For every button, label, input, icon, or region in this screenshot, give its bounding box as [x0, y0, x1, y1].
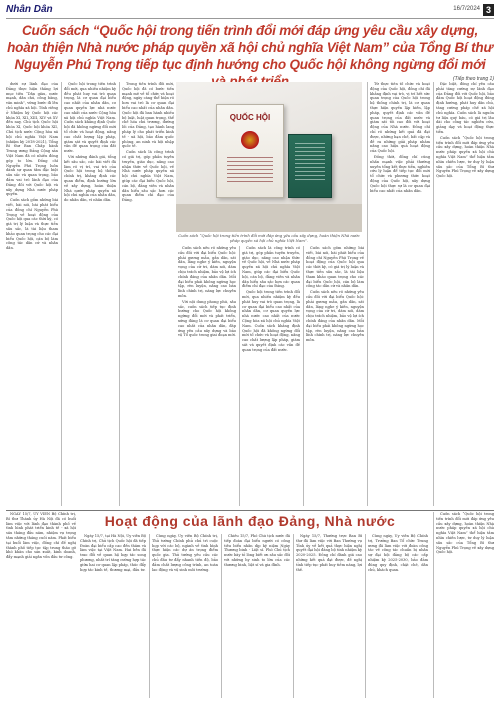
- column-divider: [221, 534, 222, 698]
- bottom-column-2: [80, 534, 146, 698]
- bottom-column-4: [224, 534, 290, 698]
- page-number: 3: [483, 4, 494, 16]
- continued-note: (Tiếp theo trang 1): [452, 76, 494, 82]
- bottom-article-title: Hoạt động của lãnh đạo Đảng, Nhà nước: [104, 513, 396, 529]
- bottom-column-1: [6, 512, 76, 698]
- article-paragraph: Đồng thời, đồng chí cũng nhấn mạnh việc phải thường xuyên tổng kết thực tiễn, nghiên cứu lý luận để tiếp tục đổi mới tổ chức và phương thức hoạt động của Quốc hội, xây dựng Quốc hội thực sự là cơ quan đại biểu cao nhất của nhân dân.: [370, 154, 430, 193]
- book-cover-text-lines: [227, 157, 273, 183]
- masthead-date: 16/7/2024: [453, 6, 480, 12]
- article-column-3: [122, 82, 174, 506]
- article-paragraph: Chiều 15/7, Phó Chủ tịch nước đã tiếp đoàn đại biểu người có công tiêu biểu nhân dịp kỷ niệm Ngày Thương binh - Liệt sĩ. Phó Chủ tịch nước bày tỏ lòng biết ơn sâu sắc đối với những hy sinh to lớn của các thương binh, liệt sĩ và gia đình.: [224, 534, 290, 567]
- column-divider: [365, 534, 366, 698]
- article-paragraph: Cuốn sách gồm những bài viết, bài nói, bài phát biểu của đồng chí Nguyễn Phú Trọng về hoạt động của Quốc hội qua các thời kỳ, có giá trị lý luận và thực tiễn sâu sắc, là tài liệu tham khảo quan trọng cho các đại biểu Quốc hội, cán bộ làm công tác dân cử và nhân dân.: [306, 246, 364, 289]
- masthead-brand: Nhân Dân: [6, 4, 53, 15]
- article-paragraph: Từ thực tiễn tổ chức và hoạt động của Quốc hội, đồng chí đã khẳng định vai trò, vị trí hết sức quan trọng của Quốc hội trong hệ thống chính trị, là cơ quan thực hiện quyền lập hiến, lập pháp, quyết định các vấn đề quan trọng của đất nước và giám sát tối cao đối với hoạt động của Nhà nước. Đồng chí chỉ rõ những kết quả đã đạt được, những hạn chế, bất cập và đề ra những giải pháp nhằm nâng cao hiệu quả hoạt động của Quốc hội.: [370, 82, 430, 154]
- article-paragraph: Đặc biệt, đồng chí yêu cầu phải tăng cường sự lãnh đạo của Đảng đối với Quốc hội, bảo đảm Quốc hội hoạt động đúng định hướng, phát huy dân chủ, tăng cường pháp chế xã hội chủ nghĩa. Cuốn sách là nguồn tư liệu quý báu, có giá trị lâu dài cho công tác nghiên cứu, giảng dạy và hoạt động thực tiễn.: [436, 82, 494, 134]
- article-column-6: [436, 82, 494, 506]
- column-divider: [433, 512, 434, 698]
- column-divider: [61, 82, 62, 506]
- bottom-column-5: [296, 534, 362, 698]
- photo-shelf: [176, 204, 362, 232]
- article-paragraph: NGÀY 15/7, ỦY VIÊN Bộ Chính trị, Bí thư Thành ủy Hà Nội đã có buổi làm việc với lãnh đạo thành phố về tình hình phát triển kinh tế - xã hội sáu tháng đầu năm, nhiệm vụ trọng tâm những tháng cuối năm. Phát biểu tại buổi làm việc, đồng chí đề nghị thành phố tiếp tục tập trung tháo gỡ khó khăn cho sản xuất, kinh doanh, đẩy mạnh giải ngân vốn đầu tư công.: [6, 512, 76, 560]
- book-photo: [176, 82, 362, 232]
- article-column-2: [64, 82, 116, 506]
- column-divider: [119, 82, 120, 506]
- article-paragraph: Cuốn sách nêu rõ những yêu cầu đối với đại biểu Quốc hội: phải gương mẫu, gần dân, sát dân, lắng nghe ý kiến, nguyện vọng của cử tri, dám nói, dám chịu trách nhiệm, bảo vệ lợi ích chính đáng của nhân dân. Mỗi đại biểu phải không ngừng học tập, rèn luyện, nâng cao bản lĩnh chính trị, năng lực chuyên môn.: [306, 290, 364, 343]
- photo-caption: Cuốn sách “Quốc hội trong tiến trình đổi mới đáp ứng yêu cầu xây dựng, hoàn thiện Nhà nước pháp quyền xã hội chủ nghĩa Việt Nam”.: [178, 233, 360, 243]
- article-paragraph: Cuốn sách là công trình có giá trị, góp phần tuyên truyền, giáo dục, nâng cao nhận thức về Quốc hội, về Nhà nước pháp quyền xã hội chủ nghĩa Việt Nam, giúp các đại biểu Quốc hội, cán bộ, đảng viên và nhân dân hiểu sâu sắc hơn các quan điểm chỉ đạo của Đảng.: [242, 246, 300, 289]
- article-paragraph: Cuốn sách “Quốc hội trong tiến trình đổi mới đáp ứng yêu cầu xây dựng, hoàn thiện Nhà nước pháp quyền xã hội chủ nghĩa Việt Nam” thể hiện tầm nhìn chiến lược, tư duy lý luận sâu sắc của Tổng Bí thư Nguyễn Phú Trọng về xây dựng Quốc hội.: [436, 135, 494, 179]
- article-paragraph: Quốc hội trong tiến trình đổi mới, qua nhiều nhiệm kỳ đều phát huy vai trò quan trọng, là cơ quan đại biểu cao nhất của nhân dân, cơ quan quyền lực nhà nước cao nhất của nước Cộng hòa xã hội chủ nghĩa Việt Nam. Cuốn sách khẳng định Quốc hội đã không ngừng đổi mới tổ chức và hoạt động, nâng cao chất lượng lập pháp, giám sát và quyết định các vấn đề quan trọng của đất nước.: [64, 82, 116, 154]
- article-paragraph: Cuốn sách gồm những bài viết, bài nói, bài phát biểu của đồng chí Nguyễn Phú Trọng về hoạt động của Quốc hội qua các thời kỳ, có giá trị lý luận và thực tiễn sâu sắc, là tài liệu tham khảo quan trọng cho các đại biểu Quốc hội, cán bộ làm công tác dân cử và nhân dân.: [6, 198, 58, 251]
- article-column-5: [370, 82, 430, 506]
- article-paragraph: Cùng ngày, Ủy viên Bộ Chính trị, Trưởng Ban Tổ chức Trung ương đã làm việc với đoàn công tác về công tác chuẩn bị nhân sự đại hội đảng bộ các cấp nhiệm kỳ 2025-2030, bảo đảm đúng quy định, chặt chẽ, dân chủ, khách quan.: [368, 534, 428, 572]
- column-divider: [303, 246, 304, 506]
- article-paragraph: Với nội dung phong phú, sâu sắc, cuốn sách tiếp tục định hướng cho Quốc hội không ngừng đổi mới và phát triển, xứng đáng là cơ quan đại biểu cao nhất của nhân dân, đáp ứng yêu cầu xây dựng và bảo vệ Tổ quốc trong giai đoạn mới.: [178, 299, 236, 338]
- book-cover-title: QUỐC HỘI: [229, 113, 271, 122]
- article-paragraph: Cuốn sách nêu rõ những yêu cầu đối với đại biểu Quốc hội: phải gương mẫu, gần dân, sát dân, lắng nghe ý kiến, nguyện vọng của cử tri, dám nói, dám chịu trách nhiệm, bảo vệ lợi ích chính đáng của nhân dân. Mỗi đại biểu phải không ngừng học tập, rèn luyện, nâng cao bản lĩnh chính trị, năng lực chuyên môn.: [178, 246, 236, 298]
- article-column-4c: [306, 246, 364, 506]
- column-divider: [433, 82, 434, 506]
- column-divider: [149, 534, 150, 698]
- masthead: [6, 4, 494, 19]
- article-paragraph: dưới sự lãnh đạo của Đảng thực hiện thắng lợi mục tiêu “Dân giàu, nước mạnh, dân chủ, công bằng, văn minh”, vững bước đi lên chủ nghĩa xã hội. Tính riêng ở Nhiệm kỳ Quốc hội các khóa XI, XII, XIII, XIV và XV đến nay, Chủ tịch Quốc hội khóa XI, Quốc hội khóa XII, Chủ tịch nước Cộng hòa xã hội chủ nghĩa Việt Nam (nhiệm kỳ 2018-2021), Tổng Bí thư Ban Chấp hành Trung ương Đảng Cộng sản Việt Nam đã có nhiều đóng góp to lớn. Đồng chí Nguyễn Phú Trọng luôn dành sự quan tâm đặc biệt sâu sắc và quan trọng, bảo đảm vai trò lãnh đạo của Đảng đối với Quốc hội và xây dựng Nhà nước pháp quyền.: [6, 82, 58, 197]
- bottom-column-7: [436, 512, 494, 698]
- article-paragraph: Cuốn sách là công trình có giá trị, góp phần tuyên truyền, giáo dục, nâng cao nhận thức về Quốc hội, về Nhà nước pháp quyền xã hội chủ nghĩa Việt Nam, giúp các đại biểu Quốc hội, cán bộ, đảng viên và nhân dân hiểu sâu sắc hơn các quan điểm chỉ đạo của Đảng.: [122, 150, 174, 203]
- article-paragraph: Cùng ngày, Ủy viên Bộ Chính trị, Thủ tướng Chính phủ chủ trì cuộc họp với các bộ, ngành về tình hình thực hiện các dự án trọng điểm quốc gia. Thủ tướng yêu cầu các chủ đầu tư đẩy nhanh tiến độ, bảo đảm chất lượng công trình, an toàn lao động và vệ sinh môi trường.: [152, 534, 218, 572]
- article-paragraph: Với những đánh giá, tổng kết sâu sắc, các bài viết đã làm rõ vị trí, vai trò của Quốc hội trong hệ thống chính trị, khẳng định các quan điểm, định hướng lớn về xây dựng, hoàn thiện Nhà nước pháp quyền xã hội chủ nghĩa của nhân dân, do nhân dân, vì nhân dân.: [64, 154, 116, 203]
- page-headline: Cuốn sách “Quốc hội trong tiến trình đổi mới đáp ứng yêu cầu xây dựng, hoàn thiện Nhà nước pháp quyền xã hội chủ nghĩa Việt Nam” của Tổng Bí thư Nguyễn Phú Trọng tiếp tục định hướng cho Quốc hội không ngừng đổi mới: [7, 23, 493, 72]
- article-paragraph: Ngày 15/7, Thường trực Ban Bí thư đã làm việc với Ban Thường vụ Tỉnh ủy về kết quả thực hiện nghị quyết đại hội đảng bộ tỉnh nhiệm kỳ 2020-2025. Đồng chí đánh giá cao những kết quả đạt được, đề nghị tỉnh tiếp tục phát huy tiềm năng, lợi thế.: [296, 534, 362, 572]
- bottom-column-6: [368, 534, 428, 698]
- column-divider: [239, 246, 240, 506]
- section-divider: [6, 510, 494, 511]
- emblem-icon: [241, 131, 259, 149]
- article-paragraph: Quốc hội trong tiến trình đổi mới, qua nhiều nhiệm kỳ đều phát huy vai trò quan trọng, là cơ quan đại biểu cao nhất của nhân dân, cơ quan quyền lực nhà nước cao nhất của nước Cộng hòa xã hội chủ nghĩa Việt Nam. Cuốn sách khẳng định Quốc hội đã không ngừng đổi mới tổ chức và hoạt động, nâng cao chất lượng lập pháp, giám sát và quyết định các vấn đề quan trọng của đất nước.: [242, 290, 300, 352]
- article-paragraph: Ngày 15/7, tại Hà Nội, Ủy viên Bộ Chính trị, Chủ tịch Quốc hội đã tiếp Đoàn đại biểu cấp cao đến thăm và làm việc tại Việt Nam. Hai bên đã trao đổi về quan hệ hợp tác song phương, nhất trí tăng cường hợp tác giữa hai cơ quan lập pháp, thúc đẩy hợp tác kinh tế, thương mại, đầu tư.: [80, 534, 146, 572]
- article-column-4b: [242, 246, 300, 506]
- column-divider: [367, 82, 368, 506]
- book-box: [288, 134, 332, 198]
- book-cover: [216, 104, 284, 198]
- article-column-4: [178, 246, 236, 506]
- bottom-column-3: [152, 534, 218, 698]
- column-divider: [293, 534, 294, 698]
- article-paragraph: Cuốn sách “Quốc hội trong tiến trình đổi mới đáp ứng yêu cầu xây dựng, hoàn thiện Nhà nước pháp quyền xã hội chủ nghĩa Việt Nam” thể hiện tầm nhìn chiến lược, tư duy lý luận sâu sắc của Tổng Bí thư Nguyễn Phú Trọng về xây dựng Quốc hội.: [436, 512, 494, 555]
- book-box-text-lines: [295, 143, 325, 183]
- article-paragraph: Trong tiến trình đổi mới, Quốc hội đã có bước tiến mạnh mẽ về tổ chức và hoạt động, ngày càng thể hiện rõ hơn vai trò là cơ quan đại biểu cao nhất của nhân dân. Quốc hội đã ban hành nhiều bộ luật, luật quan trọng, thể chế hóa chủ trương, đường lối của Đảng, tạo hành lang pháp lý cho phát triển kinh tế - xã hội, bảo đảm quốc phòng, an ninh và hội nhập quốc tế.: [122, 82, 174, 149]
- article-column-1: [6, 82, 58, 506]
